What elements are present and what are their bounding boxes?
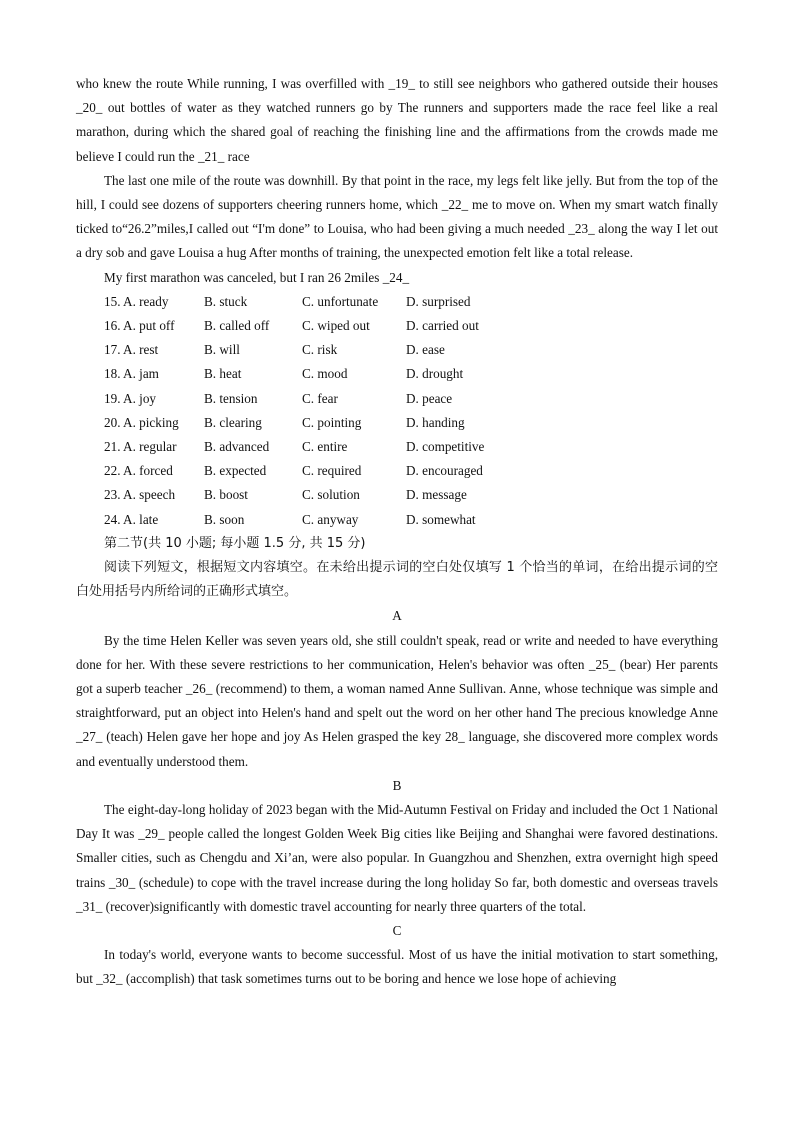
option-row-19: [76, 387, 718, 411]
option-c: C. fear: [302, 390, 338, 406]
option-row-15: [76, 290, 718, 314]
option-row-18: [76, 362, 718, 386]
option-row-20: [76, 411, 718, 435]
option-b: B. heat: [204, 366, 242, 382]
option-b: B. soon: [204, 511, 245, 527]
option-c: C. unfortunate: [302, 293, 379, 309]
option-d: D. encouraged: [406, 463, 483, 479]
option-row-17: [76, 338, 718, 362]
option-row-23: [76, 483, 718, 507]
option-list: [76, 290, 718, 532]
part-a-label: A: [392, 608, 402, 624]
section-instructions: 阅读下列短文，根据短文内容填空。在未给出提示词的空白处仅填写 1 个恰当的单词，在给出提示词的空白处用括号内所给词的正确形式填空。: [76, 559, 718, 600]
option-d: D. competitive: [406, 438, 485, 454]
option-d: D. somewhat: [406, 511, 476, 527]
document-content: [76, 72, 718, 992]
part-c-label: C: [392, 922, 402, 938]
option-row-21: [76, 435, 718, 459]
option-a: 21. A. regular: [104, 438, 177, 454]
passage-paragraph-3: My first marathon was canceled, but I ran 26 2miles _24_: [104, 269, 410, 285]
section-title: 第二节(共 10 小题; 每小题 1.5 分, 共 15 分): [104, 535, 366, 551]
option-row-22: [76, 459, 718, 483]
option-a: 17. A. rest: [104, 342, 159, 358]
option-b: B. will: [204, 342, 240, 358]
option-row-24: [76, 508, 718, 532]
option-a: 20. A. picking: [104, 414, 179, 430]
option-c: C. solution: [302, 487, 360, 503]
option-c: C. pointing: [302, 414, 362, 430]
option-d: D. surprised: [406, 293, 471, 309]
option-b: B. expected: [204, 463, 267, 479]
option-b: B. clearing: [204, 414, 262, 430]
option-d: D. peace: [406, 390, 453, 406]
option-c: C. required: [302, 463, 362, 479]
option-a: 18. A. jam: [104, 366, 159, 382]
option-c: C. entire: [302, 438, 348, 454]
option-d: D. drought: [406, 366, 464, 382]
option-d: D. message: [406, 487, 467, 503]
option-d: D. carried out: [406, 318, 479, 334]
option-b: B. tension: [204, 390, 258, 406]
option-c: C. anyway: [302, 511, 359, 527]
option-a: 23. A. speech: [104, 487, 176, 503]
option-d: D. handing: [406, 414, 465, 430]
passage-paragraph-2: The last one mile of the route was downhill. By that point in the race, my legs felt like jelly. But from the top of the hill, I could see dozens of supporters cheering runners home, which _22_ me to move on. When my smart watch finally ticked to“26.2”miles,I called out “I'm done” to Louisa, who had been giving a much needed _23_ along the way I let out a dry sob and gave Louisa a hug After months of training, the unexpected emotion felt like a total release.: [76, 172, 718, 261]
option-b: B. advanced: [204, 438, 270, 454]
part-b-text: The eight-day-long holiday of 2023 began with the Mid-Autumn Festival on Friday and included the Oct 1 National Day It was _29_ people called the longest Golden Week Big cities like Beijing and Shanghai were favored destinations. Smaller cities, such as Chengdu and Xi’an, were also popular. In Guangzhou and Shenzhen, extra overnight high speed trains _30_ (schedule) to cope with the travel increase during the long holiday So far, both domestic and overseas travels _31_ (recover)significantly with domestic travel accounting for nearly three quarters of the total.: [76, 801, 718, 914]
option-a: 19. A. joy: [104, 390, 157, 406]
option-b: B. stuck: [204, 293, 248, 309]
option-c: C. mood: [302, 366, 348, 382]
option-a: 22. A. forced: [104, 463, 173, 479]
part-b-label: B: [392, 777, 402, 793]
option-d: D. ease: [406, 342, 445, 358]
option-a: 24. A. late: [104, 511, 159, 527]
option-c: C. risk: [302, 342, 338, 358]
option-b: B. called off: [204, 318, 270, 334]
option-a: 16. A. put off: [104, 318, 175, 334]
part-c-text: In today's world, everyone wants to become successful. Most of us have the initial motivation to start something, but _32_ (accomplish) that task sometimes turns out to be boring and hence we lose hope of achieving: [76, 947, 718, 987]
option-b: B. boost: [204, 487, 248, 503]
option-a: 15. A. ready: [104, 293, 169, 309]
option-c: C. wiped out: [302, 318, 370, 334]
part-a-text: By the time Helen Keller was seven years old, she still couldn't speak, read or write and needed to have everything done for her. With these severe restrictions to her communication, Helen's behavior was often _25_ (bear) Her parents got a superb teacher _26_ (recommend) to them, a woman named Anne Sullivan. Anne, whose technique was simple and straightforward, put an object into Helen's hand and spelt out the word on her other hand The precious knowledge Anne _27_ (teach) Helen gave her hope and joy As Helen grasped the key 28_ language, she discovered more complex words and eventually understood them.: [76, 632, 718, 769]
passage-paragraph-1: who knew the route While running, I was overfilled with _19_ to still see neighbors who gathered outside their houses _20_ out bottles of water as they watched runners go by The runners and supporters made the race feel like a real marathon, during which the shared goal of reaching the finishing line and the affirmations from the crowds made me believe I could run the _21_ race: [76, 76, 718, 164]
option-row-16: [76, 314, 718, 338]
